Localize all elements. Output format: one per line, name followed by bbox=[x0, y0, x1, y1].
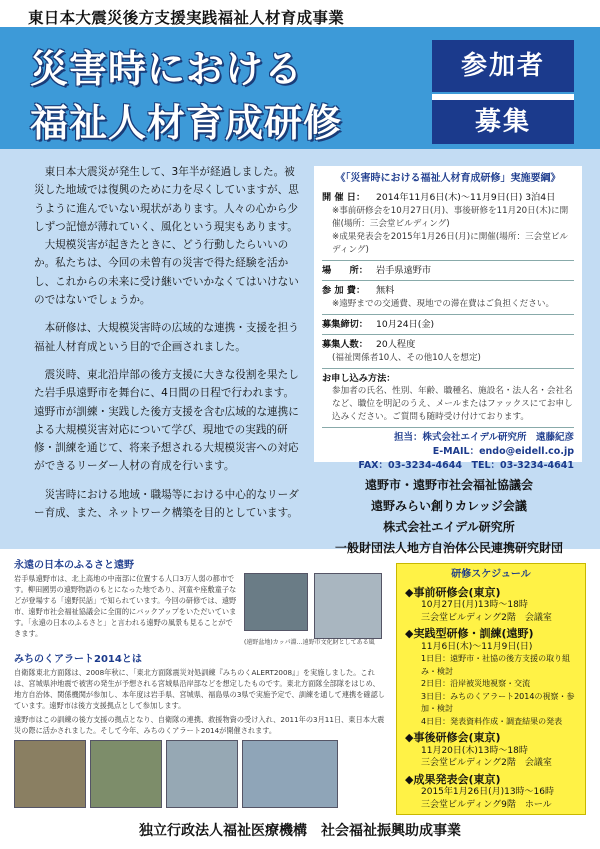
summary-box bbox=[314, 166, 582, 471]
capacity-row bbox=[322, 338, 574, 351]
schedule-field-day4: 4日目：発表資料作成・調査結果の発表 bbox=[421, 716, 563, 726]
intro-paragraph: 災害時における地域・職場等における中心的なリーダー育成、また、ネットワーク構築を目的としています。 bbox=[34, 488, 299, 520]
fee-row bbox=[322, 284, 574, 297]
schedule-title: 研修スケジュール bbox=[451, 569, 531, 580]
divider bbox=[322, 334, 574, 335]
deadline-row bbox=[322, 318, 574, 331]
capacity-value: 20人程度 bbox=[376, 339, 416, 350]
dates-note-2: ※成果発表会を2015年1月26日(月)に開催(場所：三会堂ビルディング) bbox=[332, 232, 569, 255]
place-label: 場 所： bbox=[322, 265, 368, 276]
section-heading-tono: 永遠の日本のふるさと遠野 bbox=[14, 560, 134, 571]
summary-heading: 《「災害時における福祉人材育成研修」実施要綱》 bbox=[335, 173, 561, 184]
dates-label: 開 催 日： bbox=[322, 192, 366, 203]
schedule-field-day3: 3日目：みちのくアラート2014の視察・参加・検討 bbox=[421, 691, 575, 713]
schedule-result-title: ◆成果発表会(東京) bbox=[405, 772, 501, 786]
deadline-label: 募集締切： bbox=[322, 319, 368, 330]
divider bbox=[322, 260, 574, 261]
fee-note: ※遠野までの交通費、現地での滞在費はご負担ください。 bbox=[332, 299, 555, 309]
schedule-result-line1: 2015年1月26日(月)13時～16時 bbox=[421, 787, 555, 797]
section-heading-alert: みちのくアラート2014とは bbox=[14, 654, 142, 665]
schedule-field-day1: 1日目：遠野市・社協の後方支援の取り組み・検討 bbox=[421, 654, 571, 676]
fee-label: 参 加 費： bbox=[322, 285, 366, 296]
fee-value: 無料 bbox=[376, 285, 395, 296]
footer-funder: 独立行政法人福祉医療機構 社会福祉振興助成事業 bbox=[139, 823, 461, 839]
alert-text: 自衛隊東北方面隊は、2008年秋に、「東北方面隊震災対処訓練『みちのくALERT2008』」を実施しました。これは、宮城県沖地震で被害の発生が予想される宮城県沿岸部などを想定したものです。東北方面隊全部隊をはじめ、地方自治体、関係機関が参加し、本年度は岩手県、宮城県、福島県の3県で実施予定で、訓練を通して連携を確認しています。遠野市は後方支援拠点として参加します。 bbox=[14, 668, 385, 710]
organizers-list bbox=[314, 475, 584, 559]
divider bbox=[322, 280, 574, 281]
project-subtitle: 東日本大震災後方支援実践福祉人材育成事業 bbox=[28, 9, 345, 27]
capacity-label: 募集人数： bbox=[322, 339, 368, 350]
apply-text: 参加者の氏名、性別、年齢、職種名、施設名・法人名・会社名など、職位を明記のうえ、メールまたはファックスにてお申し込みください。ご質問も随時受け付けております。 bbox=[332, 386, 573, 422]
intro-paragraph: 震災時、東北沿岸部の後方支援に大きな役割を果たした岩手県遠野市を舞台に、4日間の日程で行われます。遠野市が訓練・実践した後方支援を含む広域的な連携による大規模災害対応について学び、現地での実践的研修・訓練を通じて、将来予想される大規模災害への対応ができるリーダー人材の育成を行います。 bbox=[34, 368, 299, 473]
tono-text: 岩手県遠野市は、北上高地の中南部に位置する人口3万人弱の都市です。柳田國男の遠野物語のもとになった地であり、河童や座敷童子などが登場する「遠野民話」で知られています。今回の研修では、遠野市、遠野市社会福祉協議会に全面的にバックアップをいただいています。「永遠の日本のふるさと」と言われる遠野の風景も見ることができます。 bbox=[14, 574, 237, 638]
schedule-field-line1: 11月6日(木)～11月9日(日) bbox=[421, 641, 533, 652]
photo-tree bbox=[314, 573, 382, 639]
contact-person: 担当：株式会社エイデル研究所 遠藤紀彦 bbox=[393, 432, 574, 443]
apply-label: お申し込み方法： bbox=[322, 373, 396, 384]
organizer: 一般財団法人地方自治体公民連携研究財団 bbox=[334, 541, 563, 555]
lower-content bbox=[14, 560, 386, 808]
schedule-pre-line1: 10月27日(月)13時～18時 bbox=[421, 600, 528, 610]
schedule-post-title: ◆事後研修会(東京) bbox=[405, 731, 501, 744]
divider bbox=[322, 368, 574, 369]
badge-recruitment: 募集 bbox=[432, 100, 574, 144]
deadline-value: 10月24日(金) bbox=[376, 319, 435, 330]
photo-debris bbox=[14, 740, 86, 808]
schedule-field-day2: 2日目：沿岸被災地視察・交流 bbox=[421, 679, 531, 688]
title-line-1: 災害時における bbox=[30, 47, 304, 91]
organizer: 株式会社エイデル研究所 bbox=[383, 520, 515, 534]
dates-value: 2014年11月6日(木)～11月9日(日) 3泊4日 bbox=[376, 192, 556, 203]
intro-paragraph: 東日本大震災が発生して、3年半が経過しました。被災した地域では復興のために力を尽くしていますが、思うように進んでいない現状があります。人々の心から少しずつ記憶が薄れていく、風化という現実もあります。 bbox=[34, 166, 299, 233]
badge-participants: 参加者 bbox=[432, 40, 574, 92]
dates-row bbox=[322, 191, 574, 204]
intro-paragraph: 本研修は、大規模災害時の広域的な連携・支援を担う福祉人材育成という目的で企画されました。 bbox=[34, 322, 299, 353]
organizer: 遠野みらい創りカレッジ会議 bbox=[371, 499, 527, 513]
schedule-pre-title: ◆事前研修会(東京) bbox=[405, 585, 501, 599]
place-row bbox=[322, 264, 574, 277]
schedule-box bbox=[396, 563, 586, 815]
divider bbox=[322, 314, 574, 315]
photo-caption: (遠野盆地)カッパ淵…遠野市文化財としてある風 bbox=[244, 639, 375, 646]
photo-field bbox=[166, 740, 238, 808]
photo-helicopter bbox=[90, 740, 162, 808]
organizer: 遠野市・遠野市社会福祉協議会 bbox=[364, 478, 533, 492]
place-value: 岩手県遠野市 bbox=[376, 265, 432, 276]
divider bbox=[322, 427, 574, 428]
intro-text bbox=[34, 163, 304, 532]
schedule-result-line2: 三会堂ビルディング9階 ホール bbox=[421, 799, 552, 810]
contact-fax-tel: FAX：03-3234-4644 TEL：03-3234-4641 bbox=[358, 460, 574, 471]
schedule-post-line1: 11月20日(木)13時～18時 bbox=[421, 745, 528, 756]
intro-paragraph: 大規模災害が起きたときに、どう行動したらいいのか。私たちは、今回の未曾有の災害で得た経験を活かし、これからの未来に受け継いでいかなくてはいけないのではないでしょうか。 bbox=[34, 239, 299, 307]
title-line-2: 福祉人材育成研修 bbox=[30, 101, 343, 145]
alert-text-2: 遠野市はこの訓練の後方支援の拠点となり、自衛隊の連携、救援物資の受け入れ、2011年の3月11日、東日本大震災の際に活かされました。そして今年、みちのくアラート2014が開催されます。 bbox=[14, 715, 385, 735]
schedule-field-title: ◆実践型研修・訓練(遠野) bbox=[405, 627, 534, 640]
schedule-post-line2: 三会堂ビルディング2階 会議室 bbox=[421, 758, 552, 768]
photo-helicopter-2 bbox=[242, 740, 338, 808]
contact-email[interactable]: E-MAIL：endo@eidell.co.jp bbox=[432, 446, 574, 457]
dates-note-1: ※事前研修会を10月27日(月)、事後研修を11月20日(木)に開催(場所：三会堂ビルディング) bbox=[332, 206, 569, 229]
schedule-pre-line2: 三会堂ビルディング2階 会議室 bbox=[421, 612, 552, 623]
photo-landscape bbox=[244, 573, 308, 631]
capacity-note: (福祉関係者10人、その他10人を想定) bbox=[332, 353, 481, 363]
